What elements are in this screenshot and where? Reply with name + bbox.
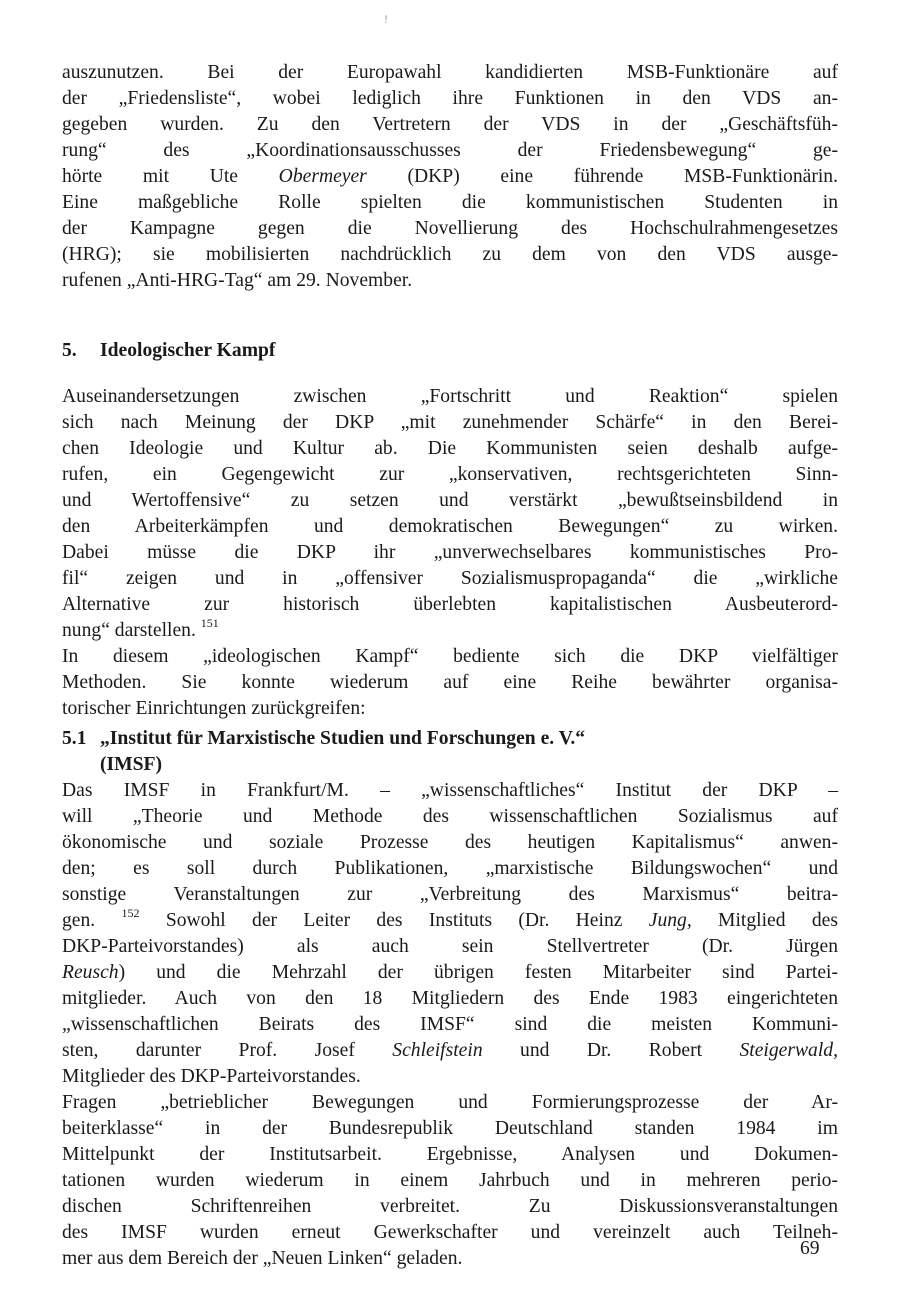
text-line: gegeben wurden. Zu den Vertretern der VDS in der „Geschäftsfüh- bbox=[62, 114, 838, 135]
text-line: torischer Einrichtungen zurückgreifen: bbox=[62, 698, 366, 719]
text-line: rufen, ein Gegengewicht zur „konservativen, rechtsgerichteten Sinn- bbox=[62, 464, 838, 485]
text-line: der „Friedensliste“, wobei lediglich ihre Funktionen in den VDS an- bbox=[62, 88, 838, 109]
person-name: Steigerwald, bbox=[739, 1040, 838, 1061]
text-line: tationen wurden wiederum in einem Jahrbuch und in mehreren perio- bbox=[62, 1170, 838, 1191]
scan-mark: ! bbox=[384, 12, 388, 26]
text-line: den; es soll durch Publikationen, „marxistische Bildungswochen“ und bbox=[62, 858, 838, 879]
person-name: Obermeyer bbox=[278, 166, 367, 187]
text-line: Auseinandersetzungen zwischen „Fortschritt und Reaktion“ spielen bbox=[62, 386, 838, 407]
text-line: rufenen „Anti-HRG-Tag“ am 29. November. bbox=[62, 270, 413, 291]
text-line: Dabei müsse die DKP ihr „unverwechselbares kommunistisches Pro- bbox=[62, 542, 838, 563]
text-line: sonstige Veranstaltungen zur „Verbreitung des Marxismus“ beitra- bbox=[62, 884, 838, 905]
text-line: Methoden. Sie konnte wiederum auf eine Reihe bewährter organisa- bbox=[62, 672, 838, 693]
text-line: sich nach Meinung der DKP „mit zunehmender Schärfe“ in den Berei- bbox=[62, 412, 838, 433]
text-line: hörte mit Ute Obermeyer (DKP) eine führende MSB-Funktionärin. bbox=[62, 166, 839, 187]
subsection-heading: 5.1 „Institut für Marxistische Studien und Forschungen e. V.“ bbox=[62, 728, 586, 749]
text-line: (HRG); sie mobilisierten nachdrücklich zu dem von den VDS ausge- bbox=[62, 244, 838, 265]
text-line: Fragen „betrieblicher Bewegungen und Formierungsprozesse der Ar- bbox=[62, 1092, 838, 1113]
text-line: der Kampagne gegen die Novellierung des Hochschulrahmengesetzes bbox=[62, 218, 838, 239]
text-line: mer aus dem Bereich der „Neuen Linken“ geladen. bbox=[62, 1248, 463, 1269]
text-line: den Arbeiterkämpfen und demokratischen Bewegungen“ zu wirken. bbox=[62, 516, 838, 537]
text-line: Mittelpunkt der Institutsarbeit. Ergebnisse, Analysen und Dokumen- bbox=[62, 1144, 838, 1165]
text-line: und Wertoffensive“ zu setzen und verstärkt „bewußtseinsbildend in bbox=[62, 490, 838, 511]
person-name: Schleifstein bbox=[392, 1040, 483, 1061]
text-line: sten, darunter Prof. Josef Schleifstein und Dr. Robert Steigerwald, bbox=[62, 1040, 838, 1061]
text-line: Das IMSF in Frankfurt/M. – „wissenschaftliches“ Institut der DKP – bbox=[62, 780, 838, 801]
person-name: Jung, bbox=[648, 910, 692, 931]
text-line: chen Ideologie und Kultur ab. Die Kommunisten seien deshalb aufge- bbox=[62, 438, 838, 459]
text-line: beiterklasse“ in der Bundesrepublik Deutschland standen 1984 im bbox=[62, 1118, 838, 1139]
text-line: Eine maßgebliche Rolle spielten die kommunistischen Studenten in bbox=[62, 192, 838, 213]
footnote-ref: 151 bbox=[200, 616, 219, 630]
text-line: Alternative zur historisch überlebten kapitalistischen Ausbeuterord- bbox=[62, 594, 838, 615]
text-line: In diesem „ideologischen Kampf“ bediente sich die DKP vielfältiger bbox=[62, 646, 838, 667]
section-heading: 5. Ideologischer Kampf bbox=[62, 340, 276, 361]
text-line: fil“ zeigen und in „offensiver Sozialismuspropaganda“ die „wirkliche bbox=[62, 568, 838, 589]
text-line: des IMSF wurden erneut Gewerkschafter und vereinzelt auch Teilneh- bbox=[62, 1222, 838, 1243]
person-name: Reusch bbox=[62, 962, 119, 983]
text-line: rung“ des „Koordinationsausschusses der Friedensbewegung“ ge- bbox=[62, 140, 838, 161]
footnote-ref: 152 bbox=[121, 906, 140, 920]
text-line: „wissenschaftlichen Beirats des IMSF“ sind die meisten Kommuni- bbox=[62, 1014, 838, 1035]
text-line: dischen Schriftenreihen verbreitet. Zu Diskussionsveranstaltungen bbox=[62, 1196, 838, 1217]
page-number: 69 bbox=[800, 1238, 820, 1259]
subsection-heading-cont: (IMSF) bbox=[100, 754, 163, 775]
text-line: will „Theorie und Methode des wissenschaftlichen Sozialismus auf bbox=[62, 806, 838, 827]
text-line: Reusch) und die Mehrzahl der übrigen festen Mitarbeiter sind Partei- bbox=[62, 962, 838, 983]
text-line: Mitglieder des DKP-Parteivorstandes. bbox=[62, 1066, 361, 1087]
text-line: ökonomische und soziale Prozesse des heutigen Kapitalismus“ anwen- bbox=[62, 832, 838, 853]
text-line: gen. $^{152}$ Sowohl der Leiter des Instituts (Dr. Heinz Jung, Mitglied des bbox=[62, 906, 838, 931]
text-line: auszunutzen. Bei der Europawahl kandidierten MSB-Funktionäre auf bbox=[62, 62, 838, 83]
text-line: DKP-Parteivorstandes) als auch sein Stellvertreter (Dr. Jürgen bbox=[62, 936, 838, 957]
text-line: mitglieder. Auch von den 18 Mitgliedern des Ende 1983 eingerichteten bbox=[62, 988, 838, 1009]
text-line: nung“ darstellen. $^{151}$ bbox=[62, 616, 219, 641]
